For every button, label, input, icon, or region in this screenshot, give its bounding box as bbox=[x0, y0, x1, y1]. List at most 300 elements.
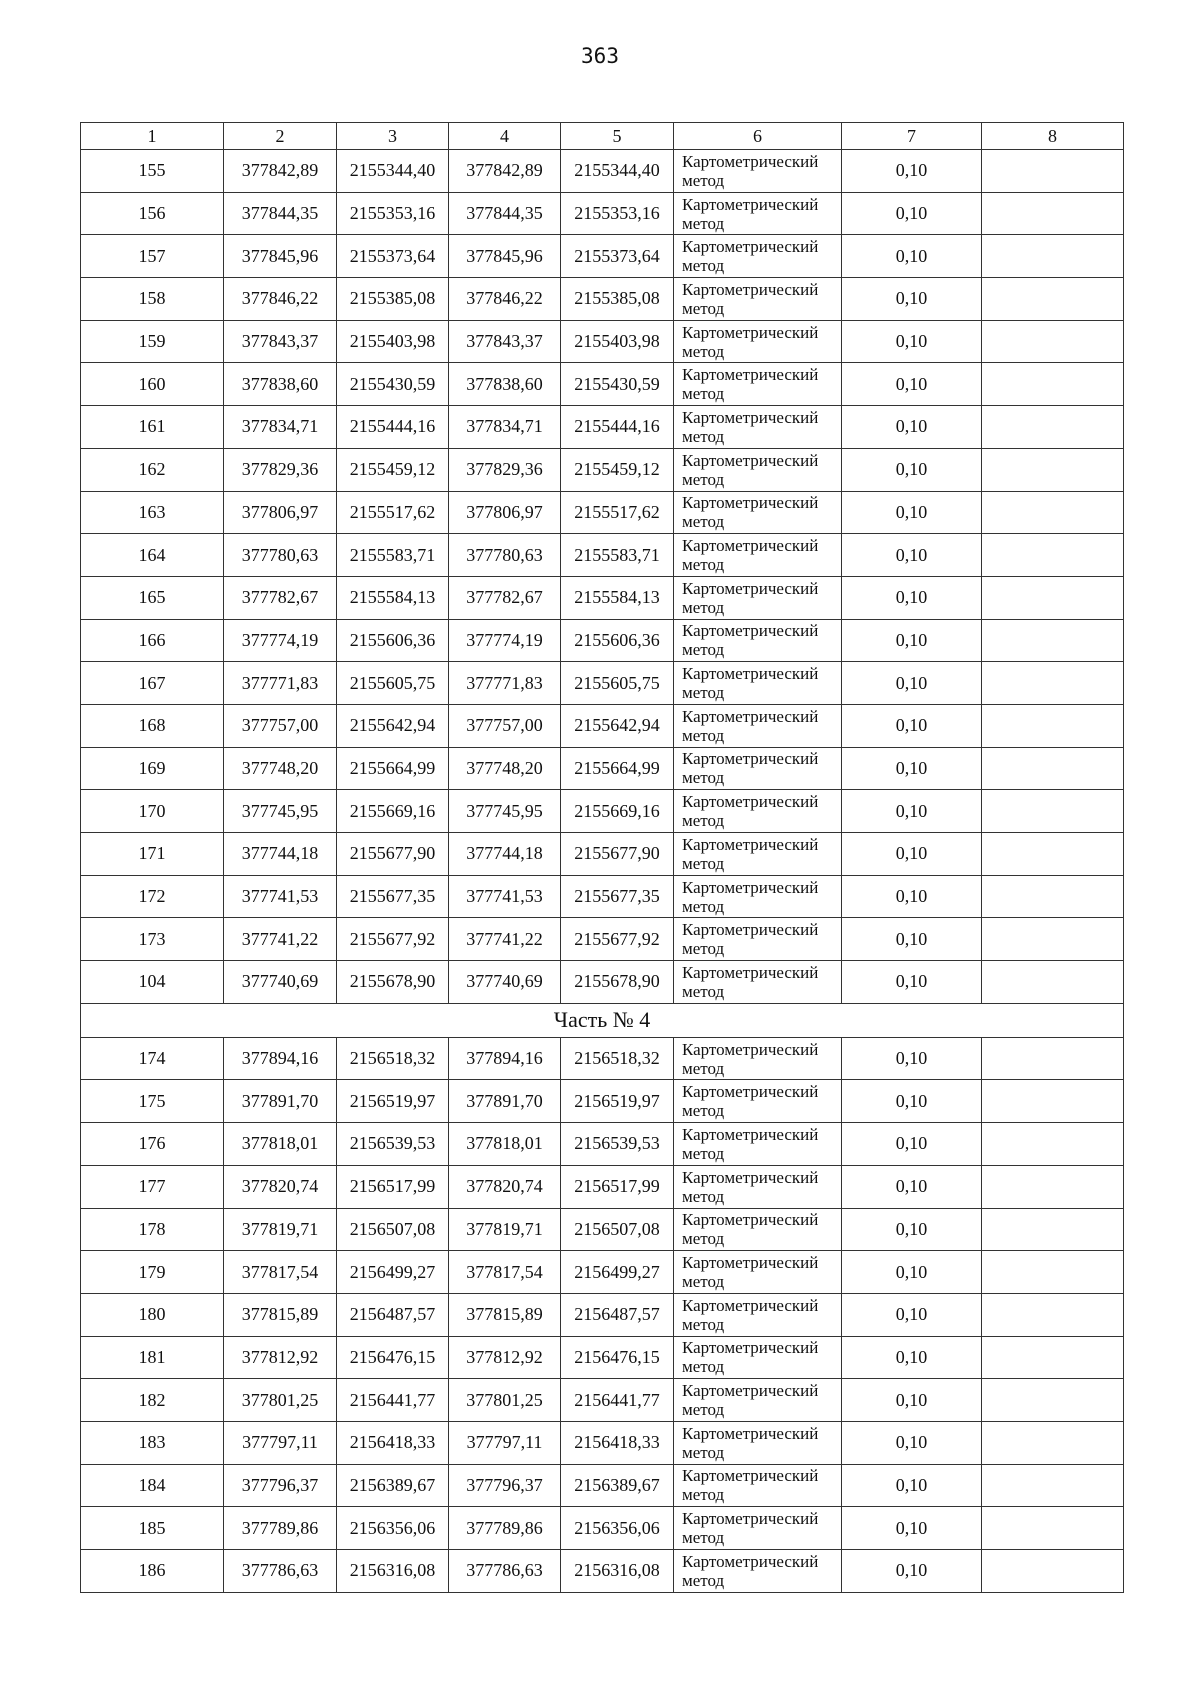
y-coordinate-cell: 2156517,99 bbox=[337, 1165, 449, 1208]
x-coordinate-cell: 377741,53 bbox=[449, 875, 561, 918]
y-coordinate-cell: 2155677,35 bbox=[561, 875, 674, 918]
method-text-line2: метод bbox=[682, 768, 725, 788]
x-coordinate-cell: 377741,53 bbox=[224, 875, 337, 918]
method-text-line2: метод bbox=[682, 1570, 725, 1590]
accuracy-cell: 0,10 bbox=[842, 1421, 982, 1464]
y-coordinate-cell: 2155353,16 bbox=[561, 192, 674, 235]
x-coordinate-cell: 377812,92 bbox=[224, 1336, 337, 1379]
section-title-row bbox=[81, 1003, 1124, 1037]
description-cell bbox=[982, 576, 1124, 619]
method-text-line2: метод bbox=[682, 1186, 725, 1206]
x-coordinate-cell: 377771,83 bbox=[224, 662, 337, 705]
method-cell bbox=[674, 534, 842, 577]
y-coordinate-cell: 2155517,62 bbox=[337, 491, 449, 534]
accuracy-cell: 0,10 bbox=[842, 1379, 982, 1422]
x-coordinate-cell: 377797,11 bbox=[224, 1421, 337, 1464]
table-row bbox=[81, 833, 1124, 876]
method-text-line2: метод bbox=[682, 640, 725, 660]
x-coordinate-cell: 377806,97 bbox=[224, 491, 337, 534]
x-coordinate-cell: 377757,00 bbox=[224, 704, 337, 747]
y-coordinate-cell: 2155583,71 bbox=[337, 534, 449, 577]
x-coordinate-cell: 377820,74 bbox=[224, 1165, 337, 1208]
x-coordinate-cell: 377834,71 bbox=[449, 406, 561, 449]
method-text-line2: метод bbox=[682, 1272, 725, 1292]
y-coordinate-cell: 2155677,90 bbox=[561, 833, 674, 876]
description-cell bbox=[982, 1080, 1124, 1123]
x-coordinate-cell: 377745,95 bbox=[449, 790, 561, 833]
y-coordinate-cell: 2155584,13 bbox=[561, 576, 674, 619]
y-coordinate-cell: 2156518,32 bbox=[337, 1037, 449, 1080]
method-cell bbox=[674, 833, 842, 876]
table-row bbox=[81, 534, 1124, 577]
method-text-line1: Картометрический bbox=[682, 578, 819, 598]
x-coordinate-cell: 377829,36 bbox=[224, 448, 337, 491]
y-coordinate-cell: 2156499,27 bbox=[337, 1251, 449, 1294]
point-number-cell: 167 bbox=[81, 662, 224, 705]
y-coordinate-cell: 2156389,67 bbox=[561, 1464, 674, 1507]
x-coordinate-cell: 377740,69 bbox=[449, 961, 561, 1004]
y-coordinate-cell: 2155444,16 bbox=[561, 406, 674, 449]
method-text-line2: метод bbox=[682, 683, 725, 703]
method-cell bbox=[674, 235, 842, 278]
table-row bbox=[81, 448, 1124, 491]
method-text-line2: метод bbox=[682, 896, 725, 916]
table-row bbox=[81, 704, 1124, 747]
table-row bbox=[81, 1379, 1124, 1422]
method-cell bbox=[674, 1550, 842, 1593]
method-text-line2: метод bbox=[682, 939, 725, 959]
description-cell bbox=[982, 278, 1124, 321]
y-coordinate-cell: 2155385,08 bbox=[561, 278, 674, 321]
accuracy-cell: 0,10 bbox=[842, 619, 982, 662]
method-text-line2: метод bbox=[682, 1314, 725, 1334]
method-text-line1: Картометрический bbox=[682, 1082, 819, 1102]
method-text-line2: метод bbox=[682, 1229, 725, 1249]
description-cell bbox=[982, 534, 1124, 577]
description-cell bbox=[982, 662, 1124, 705]
y-coordinate-cell: 2155403,98 bbox=[561, 320, 674, 363]
method-cell bbox=[674, 150, 842, 193]
accuracy-cell: 0,10 bbox=[842, 363, 982, 406]
x-coordinate-cell: 377817,54 bbox=[224, 1251, 337, 1294]
table-row bbox=[81, 278, 1124, 321]
accuracy-cell: 0,10 bbox=[842, 833, 982, 876]
method-cell bbox=[674, 1165, 842, 1208]
table-row bbox=[81, 1507, 1124, 1550]
x-coordinate-cell: 377801,25 bbox=[449, 1379, 561, 1422]
method-text-line1: Картометрический bbox=[682, 1167, 819, 1187]
method-text-line1: Картометрический bbox=[682, 1551, 819, 1571]
point-number-cell: 176 bbox=[81, 1123, 224, 1166]
table-row bbox=[81, 235, 1124, 278]
y-coordinate-cell: 2155605,75 bbox=[561, 662, 674, 705]
description-cell bbox=[982, 235, 1124, 278]
y-coordinate-cell: 2156418,33 bbox=[337, 1421, 449, 1464]
x-coordinate-cell: 377842,89 bbox=[449, 150, 561, 193]
x-coordinate-cell: 377748,20 bbox=[224, 747, 337, 790]
point-number-cell: 174 bbox=[81, 1037, 224, 1080]
table-row bbox=[81, 192, 1124, 235]
method-text-line1: Картометрический bbox=[682, 1124, 819, 1144]
page-number: 363 bbox=[581, 44, 619, 68]
accuracy-cell: 0,10 bbox=[842, 875, 982, 918]
y-coordinate-cell: 2155584,13 bbox=[337, 576, 449, 619]
table-row bbox=[81, 790, 1124, 833]
method-cell bbox=[674, 704, 842, 747]
y-coordinate-cell: 2156518,32 bbox=[561, 1037, 674, 1080]
y-coordinate-cell: 2155430,59 bbox=[337, 363, 449, 406]
coordinates-table bbox=[80, 122, 1124, 1593]
x-coordinate-cell: 377838,60 bbox=[224, 363, 337, 406]
method-text-line2: метод bbox=[682, 597, 725, 617]
x-coordinate-cell: 377774,19 bbox=[224, 619, 337, 662]
x-coordinate-cell: 377774,19 bbox=[449, 619, 561, 662]
y-coordinate-cell: 2156356,06 bbox=[337, 1507, 449, 1550]
x-coordinate-cell: 377819,71 bbox=[224, 1208, 337, 1251]
point-number-cell: 180 bbox=[81, 1293, 224, 1336]
point-number-cell: 175 bbox=[81, 1080, 224, 1123]
point-number-cell: 163 bbox=[81, 491, 224, 534]
method-cell bbox=[674, 1421, 842, 1464]
point-number-cell: 166 bbox=[81, 619, 224, 662]
method-text-line2: метод bbox=[682, 170, 725, 190]
method-text-line2: метод bbox=[682, 1400, 725, 1420]
table-row bbox=[81, 619, 1124, 662]
method-text-line1: Картометрический bbox=[682, 621, 819, 641]
point-number-cell: 169 bbox=[81, 747, 224, 790]
point-number-cell: 182 bbox=[81, 1379, 224, 1422]
point-number-cell: 171 bbox=[81, 833, 224, 876]
method-text-line2: метод bbox=[682, 512, 725, 532]
y-coordinate-cell: 2156519,97 bbox=[337, 1080, 449, 1123]
point-number-cell: 178 bbox=[81, 1208, 224, 1251]
method-cell bbox=[674, 1208, 842, 1251]
column-header: 7 bbox=[842, 123, 982, 150]
x-coordinate-cell: 377744,18 bbox=[449, 833, 561, 876]
x-coordinate-cell: 377780,63 bbox=[449, 534, 561, 577]
y-coordinate-cell: 2156356,06 bbox=[561, 1507, 674, 1550]
method-cell bbox=[674, 918, 842, 961]
method-text-line1: Картометрический bbox=[682, 706, 819, 726]
y-coordinate-cell: 2156316,08 bbox=[337, 1550, 449, 1593]
y-coordinate-cell: 2156517,99 bbox=[561, 1165, 674, 1208]
description-cell bbox=[982, 363, 1124, 406]
table-row bbox=[81, 1421, 1124, 1464]
method-text-line1: Картометрический bbox=[682, 749, 819, 769]
method-text-line1: Картометрический bbox=[682, 877, 819, 897]
method-text-line1: Картометрический bbox=[682, 536, 819, 556]
table-row bbox=[81, 875, 1124, 918]
x-coordinate-cell: 377812,92 bbox=[449, 1336, 561, 1379]
y-coordinate-cell: 2155459,12 bbox=[561, 448, 674, 491]
accuracy-cell: 0,10 bbox=[842, 150, 982, 193]
table-row bbox=[81, 1208, 1124, 1251]
method-text-line1: Картометрический bbox=[682, 1466, 819, 1486]
point-number-cell: 160 bbox=[81, 363, 224, 406]
x-coordinate-cell: 377801,25 bbox=[224, 1379, 337, 1422]
method-cell bbox=[674, 662, 842, 705]
y-coordinate-cell: 2155344,40 bbox=[337, 150, 449, 193]
y-coordinate-cell: 2156539,53 bbox=[337, 1123, 449, 1166]
accuracy-cell: 0,10 bbox=[842, 278, 982, 321]
y-coordinate-cell: 2155373,64 bbox=[337, 235, 449, 278]
x-coordinate-cell: 377894,16 bbox=[449, 1037, 561, 1080]
method-text-line2: метод bbox=[682, 469, 725, 489]
description-cell bbox=[982, 1165, 1124, 1208]
section-title: Часть № 4 bbox=[81, 1003, 1124, 1037]
y-coordinate-cell: 2155677,90 bbox=[337, 833, 449, 876]
x-coordinate-cell: 377891,70 bbox=[449, 1080, 561, 1123]
point-number-cell: 177 bbox=[81, 1165, 224, 1208]
method-text-line1: Картометрический bbox=[682, 1338, 819, 1358]
table-row bbox=[81, 1293, 1124, 1336]
description-cell bbox=[982, 1379, 1124, 1422]
method-text-line1: Картометрический bbox=[682, 1039, 819, 1059]
method-text-line2: метод bbox=[682, 1101, 725, 1121]
method-text-line2: метод bbox=[682, 725, 725, 745]
method-text-line2: метод bbox=[682, 426, 725, 446]
table-row bbox=[81, 1080, 1124, 1123]
point-number-cell: 170 bbox=[81, 790, 224, 833]
table-row bbox=[81, 1251, 1124, 1294]
description-cell bbox=[982, 1208, 1124, 1251]
y-coordinate-cell: 2155677,35 bbox=[337, 875, 449, 918]
x-coordinate-cell: 377780,63 bbox=[224, 534, 337, 577]
method-cell bbox=[674, 448, 842, 491]
method-text-line1: Картометрический bbox=[682, 322, 819, 342]
point-number-cell: 183 bbox=[81, 1421, 224, 1464]
accuracy-cell: 0,10 bbox=[842, 1208, 982, 1251]
table-row bbox=[81, 491, 1124, 534]
method-text-line2: метод bbox=[682, 853, 725, 873]
description-cell bbox=[982, 1037, 1124, 1080]
accuracy-cell: 0,10 bbox=[842, 534, 982, 577]
point-number-cell: 159 bbox=[81, 320, 224, 363]
table-row bbox=[81, 961, 1124, 1004]
description-cell bbox=[982, 961, 1124, 1004]
method-text-line1: Картометрический bbox=[682, 151, 819, 171]
method-text-line1: Картометрический bbox=[682, 1381, 819, 1401]
description-cell bbox=[982, 875, 1124, 918]
y-coordinate-cell: 2155606,36 bbox=[337, 619, 449, 662]
method-text-line1: Картометрический bbox=[682, 962, 819, 982]
y-coordinate-cell: 2156389,67 bbox=[337, 1464, 449, 1507]
point-number-cell: 156 bbox=[81, 192, 224, 235]
y-coordinate-cell: 2155373,64 bbox=[561, 235, 674, 278]
y-coordinate-cell: 2156487,57 bbox=[337, 1293, 449, 1336]
x-coordinate-cell: 377815,89 bbox=[449, 1293, 561, 1336]
description-cell bbox=[982, 1550, 1124, 1593]
y-coordinate-cell: 2156441,77 bbox=[337, 1379, 449, 1422]
method-cell bbox=[674, 406, 842, 449]
x-coordinate-cell: 377818,01 bbox=[224, 1123, 337, 1166]
accuracy-cell: 0,10 bbox=[842, 235, 982, 278]
method-text-line1: Картометрический bbox=[682, 1210, 819, 1230]
method-text-line2: метод bbox=[682, 384, 725, 404]
method-cell bbox=[674, 1379, 842, 1422]
accuracy-cell: 0,10 bbox=[842, 961, 982, 1004]
description-cell bbox=[982, 619, 1124, 662]
accuracy-cell: 0,10 bbox=[842, 662, 982, 705]
table-row bbox=[81, 363, 1124, 406]
y-coordinate-cell: 2156507,08 bbox=[561, 1208, 674, 1251]
point-number-cell: 179 bbox=[81, 1251, 224, 1294]
x-coordinate-cell: 377741,22 bbox=[449, 918, 561, 961]
description-cell bbox=[982, 1464, 1124, 1507]
method-text-line2: метод bbox=[682, 1143, 725, 1163]
table-header-row bbox=[81, 123, 1124, 150]
x-coordinate-cell: 377829,36 bbox=[449, 448, 561, 491]
x-coordinate-cell: 377845,96 bbox=[224, 235, 337, 278]
method-text-line2: метод bbox=[682, 981, 725, 1001]
accuracy-cell: 0,10 bbox=[842, 491, 982, 534]
column-header: 1 bbox=[81, 123, 224, 150]
method-cell bbox=[674, 747, 842, 790]
x-coordinate-cell: 377797,11 bbox=[449, 1421, 561, 1464]
y-coordinate-cell: 2155606,36 bbox=[561, 619, 674, 662]
method-cell bbox=[674, 491, 842, 534]
column-header: 6 bbox=[674, 123, 842, 150]
method-cell bbox=[674, 875, 842, 918]
method-cell bbox=[674, 1123, 842, 1166]
method-text-line1: Картометрический bbox=[682, 920, 819, 940]
x-coordinate-cell: 377844,35 bbox=[449, 192, 561, 235]
x-coordinate-cell: 377796,37 bbox=[449, 1464, 561, 1507]
y-coordinate-cell: 2155344,40 bbox=[561, 150, 674, 193]
y-coordinate-cell: 2155664,99 bbox=[337, 747, 449, 790]
method-text-line2: метод bbox=[682, 1058, 725, 1078]
point-number-cell: 104 bbox=[81, 961, 224, 1004]
x-coordinate-cell: 377806,97 bbox=[449, 491, 561, 534]
description-cell bbox=[982, 1421, 1124, 1464]
x-coordinate-cell: 377834,71 bbox=[224, 406, 337, 449]
method-text-line1: Картометрический bbox=[682, 834, 819, 854]
description-cell bbox=[982, 1293, 1124, 1336]
x-coordinate-cell: 377817,54 bbox=[449, 1251, 561, 1294]
x-coordinate-cell: 377786,63 bbox=[224, 1550, 337, 1593]
x-coordinate-cell: 377786,63 bbox=[449, 1550, 561, 1593]
method-cell bbox=[674, 1037, 842, 1080]
accuracy-cell: 0,10 bbox=[842, 1336, 982, 1379]
point-number-cell: 168 bbox=[81, 704, 224, 747]
description-cell bbox=[982, 150, 1124, 193]
x-coordinate-cell: 377796,37 bbox=[224, 1464, 337, 1507]
x-coordinate-cell: 377844,35 bbox=[224, 192, 337, 235]
accuracy-cell: 0,10 bbox=[842, 1550, 982, 1593]
point-number-cell: 172 bbox=[81, 875, 224, 918]
method-text-line1: Картометрический bbox=[682, 279, 819, 299]
method-cell bbox=[674, 1293, 842, 1336]
x-coordinate-cell: 377745,95 bbox=[224, 790, 337, 833]
y-coordinate-cell: 2156441,77 bbox=[561, 1379, 674, 1422]
description-cell bbox=[982, 1336, 1124, 1379]
point-number-cell: 181 bbox=[81, 1336, 224, 1379]
x-coordinate-cell: 377789,86 bbox=[449, 1507, 561, 1550]
method-text-line2: метод bbox=[682, 811, 725, 831]
table-body bbox=[81, 123, 1124, 1593]
accuracy-cell: 0,10 bbox=[842, 1123, 982, 1166]
x-coordinate-cell: 377845,96 bbox=[449, 235, 561, 278]
x-coordinate-cell: 377748,20 bbox=[449, 747, 561, 790]
table-row bbox=[81, 1550, 1124, 1593]
table-row bbox=[81, 406, 1124, 449]
y-coordinate-cell: 2155678,90 bbox=[561, 961, 674, 1004]
method-cell bbox=[674, 619, 842, 662]
accuracy-cell: 0,10 bbox=[842, 1464, 982, 1507]
method-cell bbox=[674, 790, 842, 833]
table-row bbox=[81, 1464, 1124, 1507]
x-coordinate-cell: 377818,01 bbox=[449, 1123, 561, 1166]
method-text-line2: метод bbox=[682, 213, 725, 233]
y-coordinate-cell: 2156476,15 bbox=[561, 1336, 674, 1379]
y-coordinate-cell: 2156476,15 bbox=[337, 1336, 449, 1379]
column-header: 2 bbox=[224, 123, 337, 150]
method-cell bbox=[674, 278, 842, 321]
point-number-cell: 184 bbox=[81, 1464, 224, 1507]
y-coordinate-cell: 2155444,16 bbox=[337, 406, 449, 449]
method-text-line2: метод bbox=[682, 1442, 725, 1462]
x-coordinate-cell: 377741,22 bbox=[224, 918, 337, 961]
method-cell bbox=[674, 1251, 842, 1294]
x-coordinate-cell: 377782,67 bbox=[224, 576, 337, 619]
y-coordinate-cell: 2155459,12 bbox=[337, 448, 449, 491]
table-row bbox=[81, 576, 1124, 619]
table-row bbox=[81, 320, 1124, 363]
description-cell bbox=[982, 747, 1124, 790]
method-text-line1: Картометрический bbox=[682, 1423, 819, 1443]
x-coordinate-cell: 377789,86 bbox=[224, 1507, 337, 1550]
y-coordinate-cell: 2155605,75 bbox=[337, 662, 449, 705]
x-coordinate-cell: 377744,18 bbox=[224, 833, 337, 876]
method-text-line1: Картометрический bbox=[682, 1509, 819, 1529]
point-number-cell: 164 bbox=[81, 534, 224, 577]
x-coordinate-cell: 377740,69 bbox=[224, 961, 337, 1004]
y-coordinate-cell: 2155583,71 bbox=[561, 534, 674, 577]
point-number-cell: 185 bbox=[81, 1507, 224, 1550]
method-cell bbox=[674, 363, 842, 406]
point-number-cell: 186 bbox=[81, 1550, 224, 1593]
accuracy-cell: 0,10 bbox=[842, 790, 982, 833]
method-cell bbox=[674, 1507, 842, 1550]
x-coordinate-cell: 377782,67 bbox=[449, 576, 561, 619]
table-row bbox=[81, 747, 1124, 790]
description-cell bbox=[982, 1251, 1124, 1294]
x-coordinate-cell: 377815,89 bbox=[224, 1293, 337, 1336]
method-text-line2: метод bbox=[682, 1357, 725, 1377]
method-cell bbox=[674, 320, 842, 363]
method-cell bbox=[674, 1464, 842, 1507]
y-coordinate-cell: 2155664,99 bbox=[561, 747, 674, 790]
method-text-line2: метод bbox=[682, 256, 725, 276]
description-cell bbox=[982, 320, 1124, 363]
x-coordinate-cell: 377819,71 bbox=[449, 1208, 561, 1251]
method-text-line1: Картометрический bbox=[682, 792, 819, 812]
y-coordinate-cell: 2156499,27 bbox=[561, 1251, 674, 1294]
x-coordinate-cell: 377846,22 bbox=[449, 278, 561, 321]
method-text-line2: метод bbox=[682, 298, 725, 318]
x-coordinate-cell: 377843,37 bbox=[449, 320, 561, 363]
y-coordinate-cell: 2155430,59 bbox=[561, 363, 674, 406]
table-row bbox=[81, 1165, 1124, 1208]
accuracy-cell: 0,10 bbox=[842, 1080, 982, 1123]
y-coordinate-cell: 2156539,53 bbox=[561, 1123, 674, 1166]
description-cell bbox=[982, 406, 1124, 449]
x-coordinate-cell: 377820,74 bbox=[449, 1165, 561, 1208]
method-text-line1: Картометрический bbox=[682, 1253, 819, 1273]
method-cell bbox=[674, 576, 842, 619]
accuracy-cell: 0,10 bbox=[842, 448, 982, 491]
y-coordinate-cell: 2156487,57 bbox=[561, 1293, 674, 1336]
